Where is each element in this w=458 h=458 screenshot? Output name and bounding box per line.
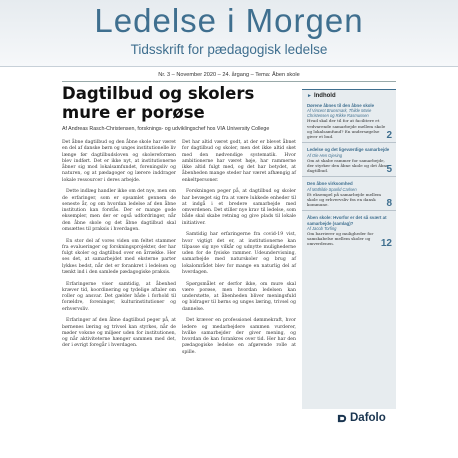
contents-item-title: Dørene åbnes til den åbne skole [307, 103, 375, 108]
divider [62, 81, 396, 82]
contents-item[interactable] [302, 101, 396, 143]
triangle-bullet-icon: ► [307, 93, 312, 99]
contents-item-summary: Om barrierer og muligheder for samskabelse mellem skoler og omverdenen. [307, 231, 374, 247]
contents-item-page: 2 [386, 130, 392, 142]
contents-item-title: Åben skole: Hvorfor er det så svært at samarbejde (samlag)? [307, 215, 387, 226]
headline-line-1: Dagtilbud og skolers [62, 84, 255, 103]
contents-heading [302, 90, 396, 101]
dafolo-logo-icon [337, 413, 348, 424]
paragraph: Spørgsmålet er derfor ikke, om mure skal være porøse, men hvordan ledelsen kan understøtte, at åbenheden bliver meningsfuld og bidrager til børns og unges læring, trivsel og dannelse. [182, 281, 296, 312]
article-column-1 [62, 140, 176, 355]
contents-item[interactable] [302, 179, 396, 211]
contents-item-page: 5 [386, 164, 392, 176]
contents-item-byline: Af Ole Hen Gjesing [307, 152, 343, 158]
contents-item-byline: Af Mathilde Sparild Carlsen [307, 186, 357, 192]
publisher-logo [337, 412, 386, 424]
publisher-name: Dafolo [350, 412, 386, 424]
paragraph: En stor del af vores viden om feltet stammer fra evalueringer og forskningsprojekter, der har fulgt skoler og dagtilbud over en årrække. Her ses det, at samarbejdet med eksterne parter lykkes bedst, når det er forankret i ledelsen og tænkt ind i den samlede pædagogiske praksis. [62, 238, 176, 275]
masthead [0, 0, 458, 67]
paragraph: Det kræver en professionel dømmekraft, hvor ledere og medarbejdere sammen vurderer, hvilke samarbejder der giver mening, og hvordan de kan forankres over tid. Her har den pædagogiske ledelse en afgørende rolle at spille. [182, 318, 296, 355]
contents-item-summary: Et eksempel på samarbejde mellem skole og erhvervsliv fra en dansk kommune. [307, 191, 381, 208]
magazine-subtitle: Tidsskrift for pædagogisk ledelse [130, 42, 328, 57]
paragraph: Dette indlæg handler ikke om det nye, men om de erfaringer, som er opsamlet gennem de seneste år, og om hvordan ledelse af den åbne institution kan forstås. Der er mange gode eksempler, men der er også udfordringer, når den åbne skole og det åbne dagtilbud skal omsættes til praksis i hverdagen. [62, 189, 176, 232]
contents-item-summary: Hvad skal der til for at facilitere et vedvarende samarbejde mellem skole og lokalsamfund? En undersøgelse giver et bud. [307, 118, 386, 140]
issue-line: Nr. 3 – November 2020 – 24. årgang – Tema: Åben skole [158, 72, 300, 78]
contents-item-page: 12 [380, 237, 392, 249]
paragraph: Samtidig har erfaringerne fra covid-19 vist, hvor vigtigt det er, at institutionerne kan tilpasse sig nye vilkår og udnytte mulighederne uden for de fysiske rammer. Udeundervisning, samarbejde med naturskoler og brug af lokalområdet blev for mange en naturlig del af hverdagen. [182, 232, 296, 275]
paragraph: Forskningen peger på, at dagtilbud og skoler har bevæget sig fra at være lukkede enheder til at indgå i et bredere samarbejde med omverdenen. Det stiller nye krav til ledelse, som både skal skabe retning og give plads til lokale initiativer. [182, 189, 296, 226]
headline-line-2: mure er porøse [62, 103, 205, 122]
article-column-2 [182, 140, 296, 361]
paragraph: Det åbne dagtilbud og den åbne skole har været en del af danske børn og unges institutionelle liv længe før dagtilbudsloven og skolereformen blev indført. Det er ikke nyt, at institutionerne åbner sig mod lokalsamfundet, foreningsliv og naturen, og at pædagoger og lærere inddrager lokale ressourcer i deres arbejde. [62, 140, 176, 183]
contents-heading-label: Indhold [313, 93, 336, 99]
contents-item-byline: Af Vincent Brunsmark, Thilde Marie Christensen og Rikke Rasmussen [307, 108, 372, 119]
contents-sidebar [302, 89, 396, 409]
contents-item-page: 8 [386, 198, 392, 210]
contents-item-summary: Om at skabe rammer for samarbejde, der styrker den åbne skole og det åbne dagtilbud. [307, 157, 389, 174]
contents-item-title: Den åbne virksomhed [307, 181, 353, 187]
article-headline [62, 84, 292, 122]
paragraph: Erfaringer af den åbne dagtilbud peger på, at børnenes læring og trivsel kan styrkes, når de møder voksne og miljøer uden for institutionen, og når aktiviteterne hænger sammen med det, der i øvrigt foregår i hverdagen. [62, 318, 176, 349]
contents-item[interactable] [302, 145, 396, 177]
contents-item-byline: Af Jacob Torfing [307, 226, 337, 232]
paragraph: Det har altid været godt, at der er blevet åbnet for dagtilbud og skoler, men det ikke altid sket med den nødvendige systematik. Hvor ambitionerne har været høje, har rammerne ikke altid fulgt med, og det har betydet, at åbenheden mange steder har været afhængig af enkeltpersoner. [182, 140, 296, 183]
contents-item[interactable] [302, 213, 396, 249]
article-byline: Af Andreas Rasch-Christensen, forsknings- og udviklingschef hos VIA University College [62, 126, 270, 132]
contents-item-title: Ledelse og det ligeværdige samarbejde [307, 147, 390, 153]
paragraph: Erfaringerne viser samtidig, at åbenhed kræver tid, koordinering og tydelige aftaler om roller og ansvar. Det gælder både i forhold til forældre, foreninger, kulturinstitutioner og erhvervsliv. [62, 281, 176, 312]
magazine-title: Ledelse i Morgen [94, 2, 364, 39]
